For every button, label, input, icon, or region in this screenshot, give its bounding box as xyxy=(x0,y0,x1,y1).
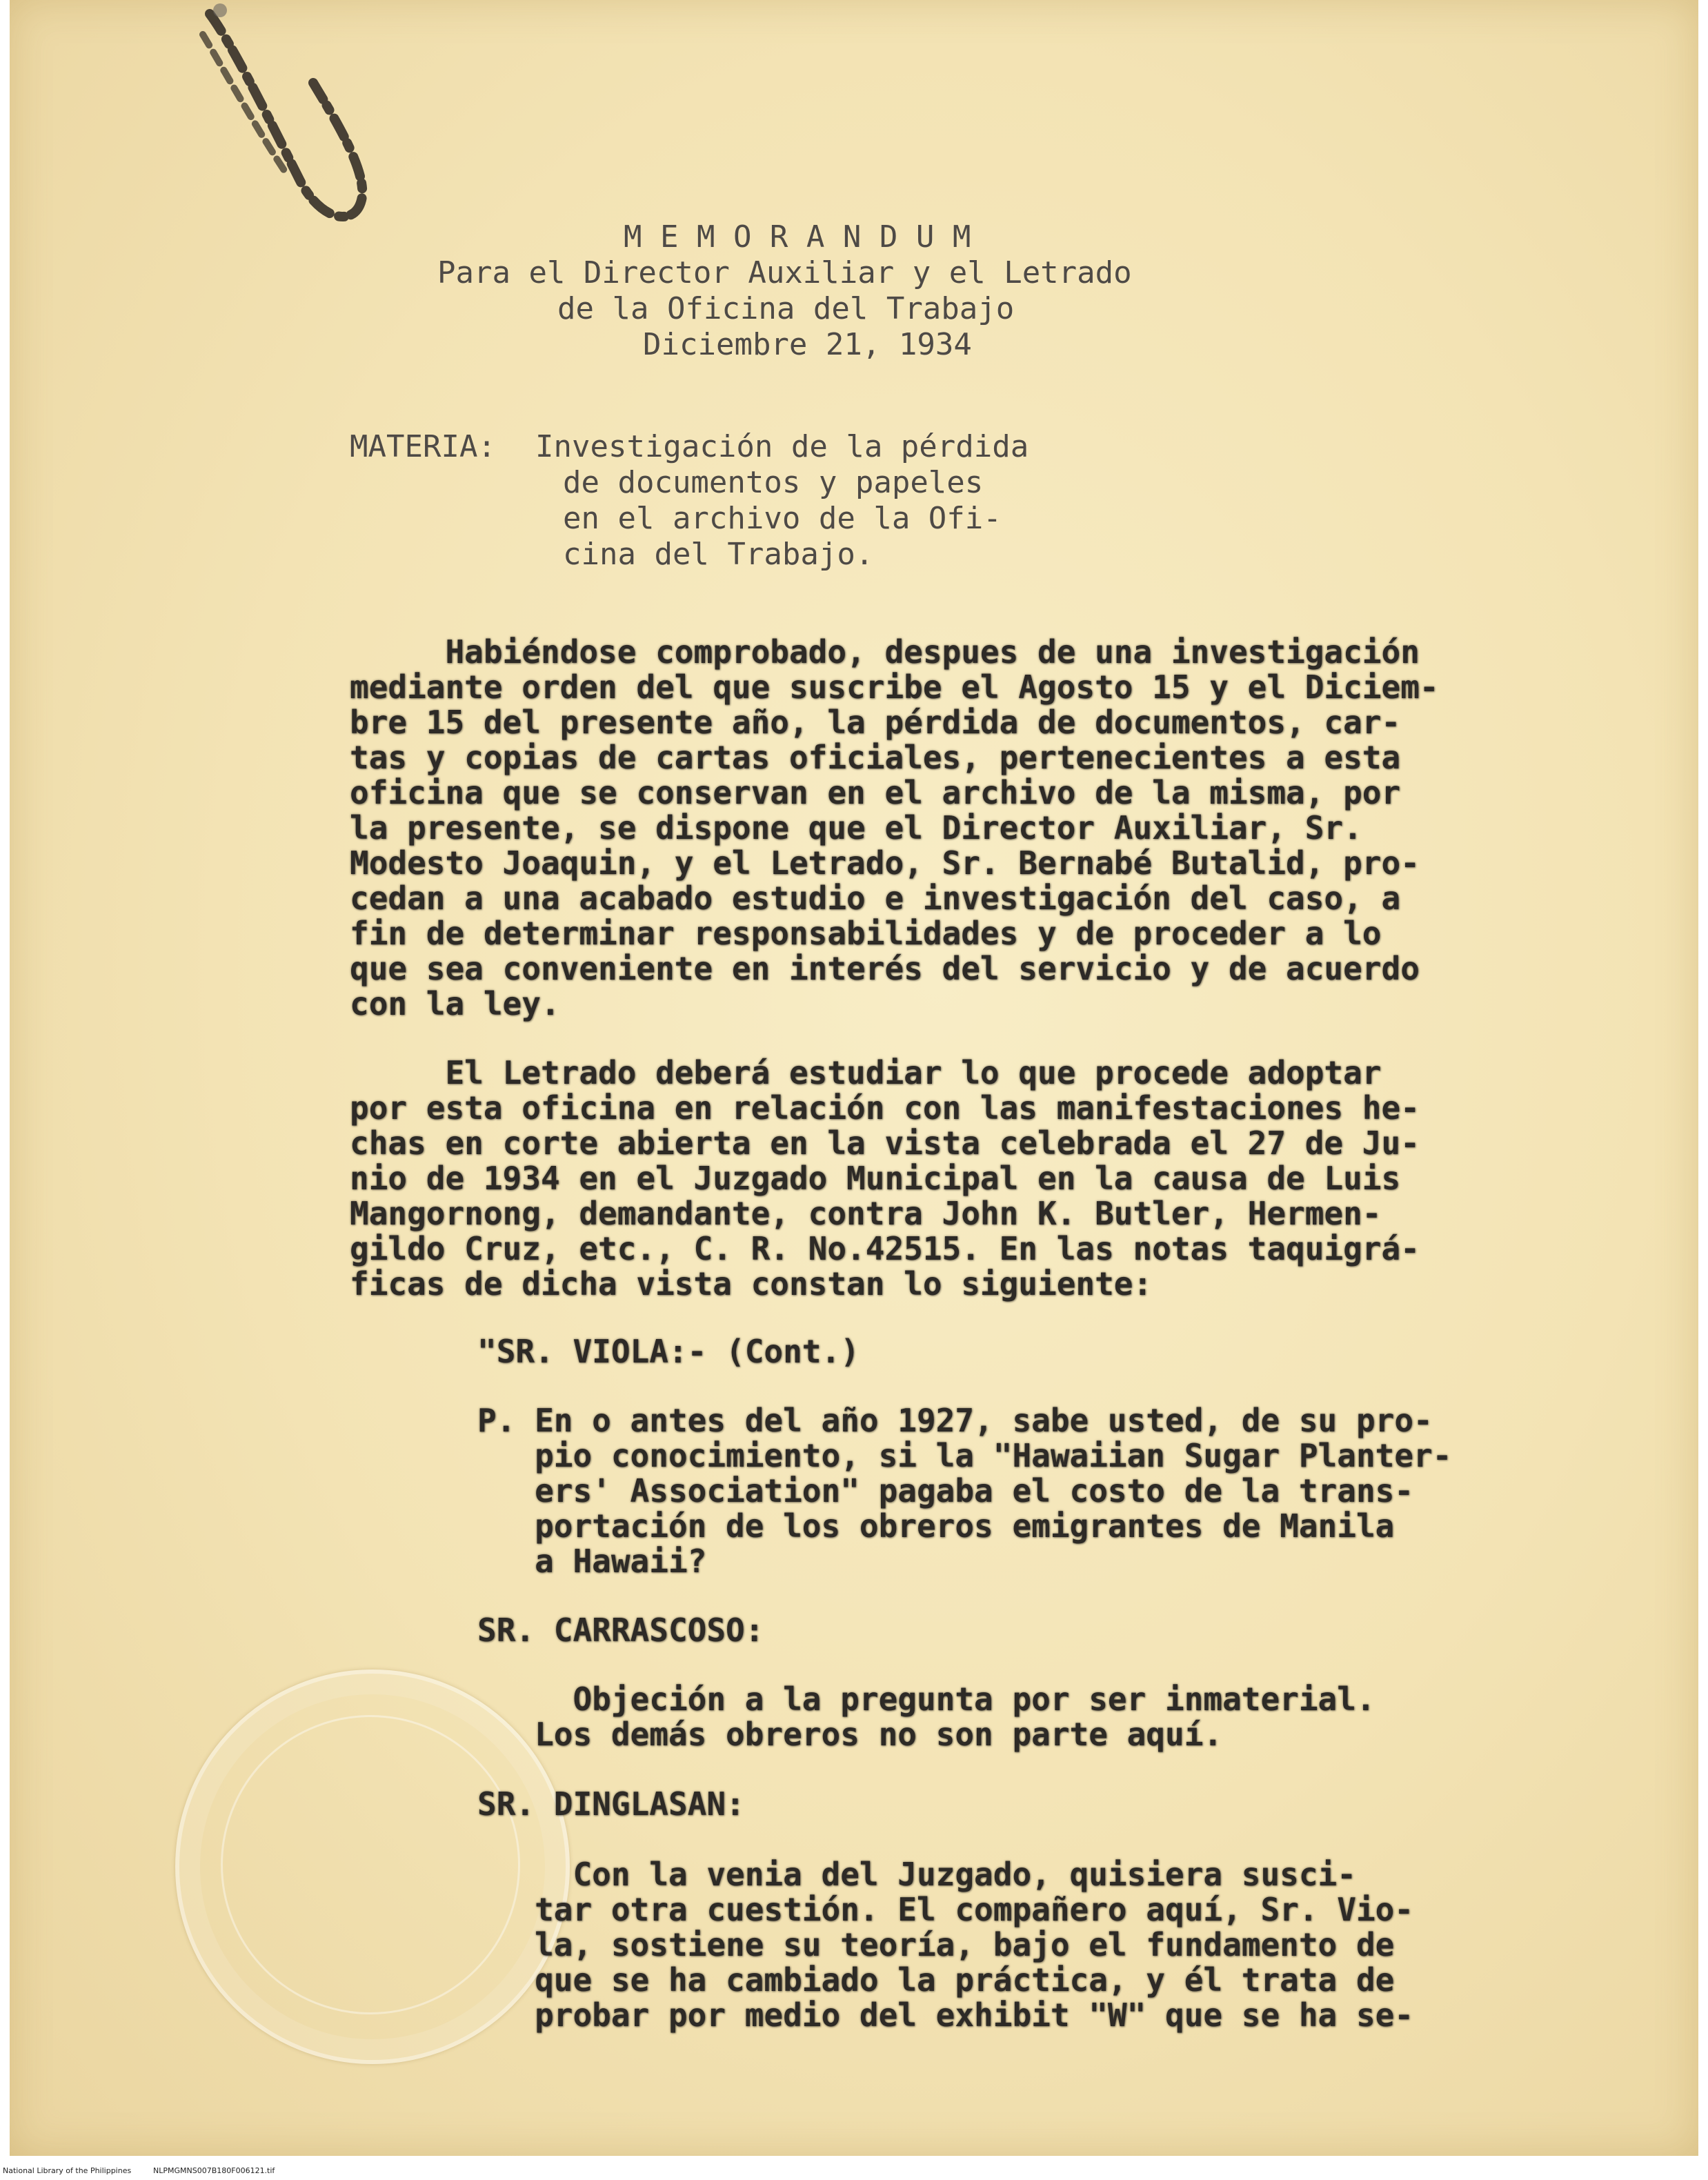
speaker-carrascoso-heading: SR. CARRASCOSO: xyxy=(477,1612,764,1649)
paperclip-rust-stain xyxy=(182,0,389,248)
memo-recipients-line2: de la Oficina del Trabajo xyxy=(557,291,1015,326)
subject-line: cina del Trabajo. xyxy=(563,537,874,572)
scan-footer xyxy=(0,2161,1708,2180)
memo-title: M E M O R A N D U M xyxy=(624,219,971,255)
subject-label: MATERIA: xyxy=(350,429,496,464)
question-line: portación de los obreros emigrantes de Manila xyxy=(477,1507,1395,1545)
speaker-viola-heading: "SR. VIOLA:- (Cont.) xyxy=(477,1333,860,1370)
body-line: bre 15 del presente año, la pérdida de documentos, car- xyxy=(350,704,1401,741)
body-line: El Letrado deberá estudiar lo que procede adoptar xyxy=(350,1054,1382,1091)
subject-line: Investigación de la pérdida xyxy=(535,429,1029,464)
footer-institution: National Library of the Philippines xyxy=(3,2166,132,2175)
statement-line: la, sostiene su teoría, bajo el fundamento de xyxy=(477,1926,1395,1963)
body-line: mediante orden del que suscribe el Agosto 15 y el Diciem- xyxy=(350,668,1439,706)
body-line: Mangornong, demandante, contra John K. Butler, Hermen- xyxy=(350,1195,1382,1232)
subject-line: en el archivo de la Ofi- xyxy=(563,501,1002,536)
body-line: ficas de dicha vista constan lo siguiente: xyxy=(350,1265,1153,1302)
body-line: chas en corte abierta en la vista celebrada el 27 de Ju- xyxy=(350,1124,1420,1162)
embossed-seal-inner-ring xyxy=(221,1715,520,2014)
statement-line: tar otra cuestión. El compañero aquí, Sr. Vio- xyxy=(477,1891,1414,1928)
statement-line: Con la venia del Juzgado, quisiera susci- xyxy=(477,1856,1356,1893)
body-line: oficina que se conservan en el archivo de la misma, por xyxy=(350,774,1401,811)
memo-recipients-line1: Para el Director Auxiliar y el Letrado xyxy=(437,255,1132,290)
statement-line: probar por medio del exhibit "W" que se ha se- xyxy=(477,1996,1414,2034)
question-line: P. En o antes del año 1927, sabe usted, de su pro- xyxy=(477,1402,1433,1439)
body-line: Modesto Joaquin, y el Letrado, Sr. Bernabé Butalid, pro- xyxy=(350,844,1420,882)
subject-line: de documentos y papeles xyxy=(563,465,984,500)
body-line: tas y copias de cartas oficiales, pertenecientes a esta xyxy=(350,739,1401,776)
body-line: Habiéndose comprobado, despues de una investigación xyxy=(350,633,1420,671)
body-line: fin de determinar responsabilidades y de proceder a lo xyxy=(350,915,1382,952)
statement-line: Objeción a la pregunta por ser inmaterial. xyxy=(477,1681,1376,1718)
body-line: con la ley. xyxy=(350,985,560,1022)
body-line: por esta oficina en relación con las manifestaciones he- xyxy=(350,1089,1420,1127)
body-line: la presente, se dispone que el Director Auxiliar, Sr. xyxy=(350,809,1362,846)
paper-sheet xyxy=(10,0,1698,2156)
statement-line: que se ha cambiado la práctica, y él trata de xyxy=(477,1961,1395,1999)
footer-filename: NLPMGMNS007B180F006121.tif xyxy=(153,2166,275,2175)
statement-line: Los demás obreros no son parte aquí. xyxy=(477,1716,1223,1753)
memo-date: Diciembre 21, 1934 xyxy=(643,327,972,362)
question-line: a Hawaii? xyxy=(477,1543,707,1580)
body-line: cedan a una acabado estudio e investigación del caso, a xyxy=(350,880,1401,917)
speaker-dinglasan-heading: SR. DINGLASAN: xyxy=(477,1785,745,1823)
body-line: gildo Cruz, etc., C. R. No.42515. En las notas taquigrá- xyxy=(350,1230,1420,1267)
body-line: que sea conveniente en interés del servicio y de acuerdo xyxy=(350,950,1420,987)
question-line: ers' Association" pagaba el costo de la trans- xyxy=(477,1472,1414,1509)
body-line: nio de 1934 en el Juzgado Municipal en la causa de Luis xyxy=(350,1160,1401,1197)
question-line: pio conocimiento, si la "Hawaiian Sugar Planter- xyxy=(477,1437,1452,1474)
